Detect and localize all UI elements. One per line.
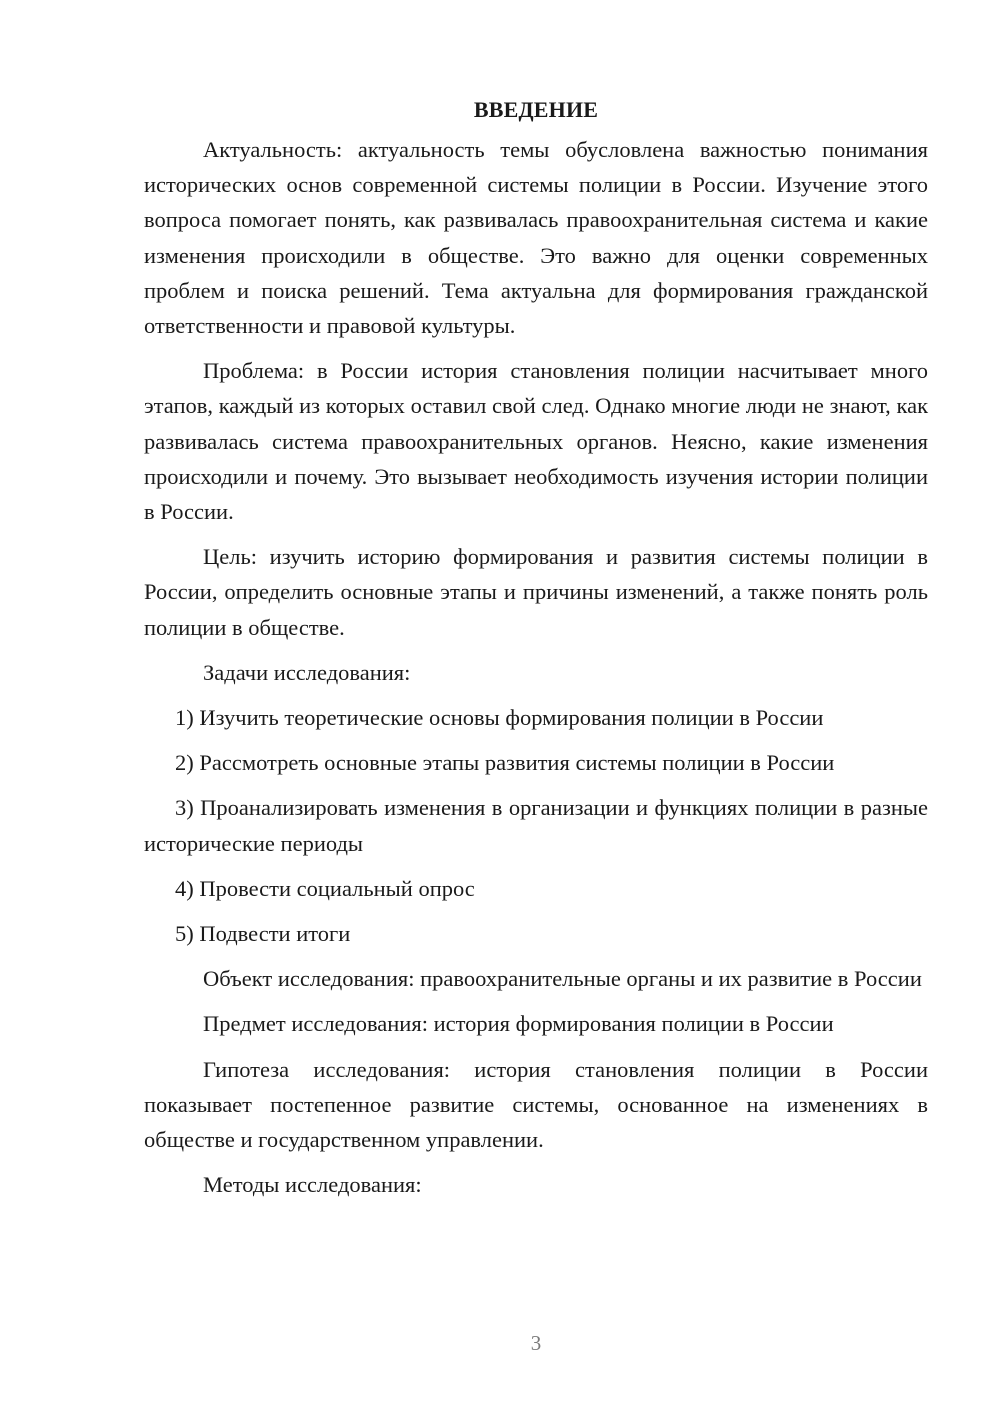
section-heading: ВВЕДЕНИЕ [473,97,599,122]
methods-paragraph: Методы исследования: [203,1172,422,1198]
hypothesis-paragraph: Гипотеза исследования: история становления полиции в России показывает постепенное развитие системы, основанное на изменениях в обществе и государственном управлении. [144,1056,928,1153]
task-item: 4) Провести социальный опрос [175,875,475,901]
problem-paragraph: Проблема: в России история становления полиции насчитывает много этапов, каждый из которых оставил свой след. Однако многие люди не знают, как развивалась система правоохранительных органов. Неясно, какие изменения происходили и почему. Это вызывает необходимость изучения истории полиции в России. [144,358,928,525]
subject-paragraph: Предмет исследования: история формирования полиции в России [203,1011,834,1037]
task-item: 1) Изучить теоретические основы формирования полиции в России [175,705,824,731]
goal-paragraph: Цель: изучить историю формирования и развития системы полиции в России, определить основные этапы и причины изменений, а также понять роль полиции в обществе. [144,544,928,640]
object-paragraph: Объект исследования: правоохранительные органы и их развитие в России [203,966,922,992]
page-number: 3 [530,1331,542,1355]
tasks-heading: Задачи исследования: [203,659,411,685]
task-item: 2) Рассмотреть основные этапы развития системы полиции в России [175,750,835,776]
document-page [144,92,928,1212]
task-item: 5) Подвести итоги [175,921,351,947]
relevance-paragraph: Актуальность: актуальность темы обусловлена важностью понимания исторических основ современной системы полиции в России. Изучение этого вопроса помогает понять, как развивалась правоохранительная система и какие изменения происходили в обществе. Это важно для оценки современных проблем и поиска решений. Тема актуальна для формирования гражданской ответственности и правовой культуры. [144,137,928,339]
task-item: 3) Проанализировать изменения в организации и функциях полиции в разные исторические периоды [144,795,928,856]
